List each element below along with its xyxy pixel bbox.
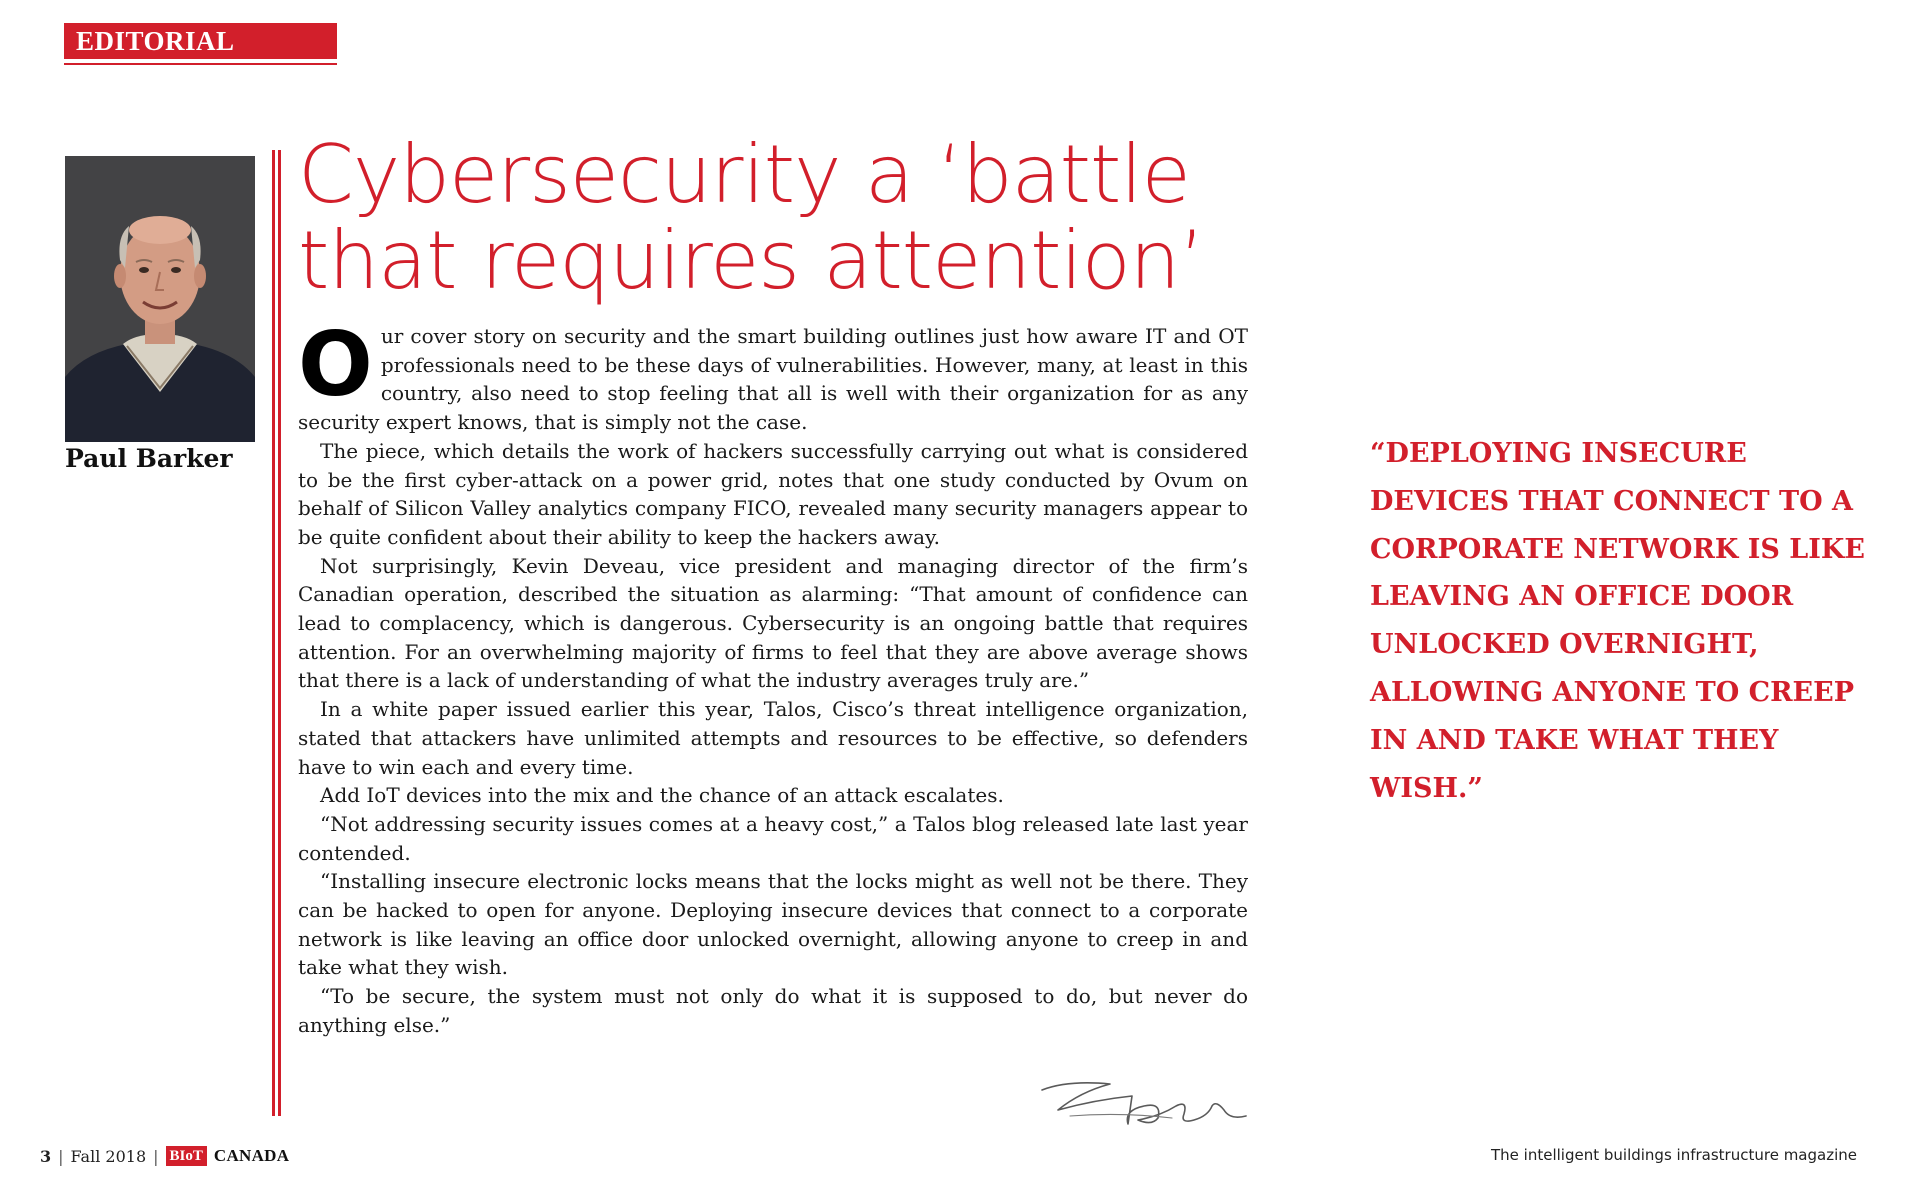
author-portrait-image xyxy=(65,156,255,442)
section-label: EDITORIAL xyxy=(64,23,337,59)
headline-line-1: Cybersecurity a ‘battle xyxy=(298,128,1190,221)
section-underline xyxy=(64,63,337,65)
pull-quote: “DEPLOYING INSECURE DEVICES THAT CONNECT TO A CORPORATE NETWORK IS LIKE LEAVING AN OFFICE DOOR UNLOCKED OVERNIGHT, ALLOWING ANYONE TO CREEP IN AND TAKE WHAT THEY WISH.” xyxy=(1370,438,1865,804)
drop-cap: O xyxy=(298,313,373,416)
page-number: 3 xyxy=(40,1146,52,1166)
magazine-tagline: The intelligent buildings infrastructure magazine xyxy=(1491,1146,1857,1164)
paragraph-6: “Not addressing security issues comes at a heavy cost,” a Talos blog released late last year contended. xyxy=(298,811,1248,865)
headline-line-2: that requires attention’ xyxy=(298,214,1204,307)
article-body xyxy=(298,313,1248,1040)
signature-image xyxy=(1040,1066,1250,1132)
footer-separator: | xyxy=(58,1146,64,1166)
paragraph-3: Not surprisingly, Kevin Deveau, vice president and managing director of the firm’s Canadian operation, described the situation as alarming: “That amount of confidence can lead to complacency, which is dangerous. Cybersecurity is an ongoing battle that requires attention. For an overwhelming majority of firms to feel that they are above average shows that there is a lack of understanding of what the industry averages truly are.” xyxy=(298,553,1248,693)
column-rule-right xyxy=(278,150,281,1116)
paragraph-4: In a white paper issued earlier this year, Talos, Cisco’s threat intelligence organization, stated that attackers have unlimited attempts and resources to be effective, so defenders have to win each and every time. xyxy=(298,697,1248,779)
column-rule-left xyxy=(272,150,275,1116)
author-photo xyxy=(65,156,255,442)
paragraph-8: “To be secure, the system must not only do what it is supposed to do, but never do anything else.” xyxy=(298,984,1248,1037)
footer-separator: | xyxy=(153,1146,159,1166)
headline xyxy=(298,128,1258,307)
paragraph-5: Add IoT devices into the mix and the chance of an attack escalates. xyxy=(320,783,1004,808)
paragraph-2: The piece, which details the work of hackers successfully carrying out what is considered to be the first cyber-attack on a power grid, notes that one study conducted by Ovum on behalf of Silicon Valley analytics company FICO, revealed many security managers appear to be quite confident about their ability to keep the hackers away. xyxy=(298,438,1248,549)
paragraph-1-text: ur cover story on security and the smart building outlines just how aware IT and OT professionals need to be these days of vulnerabilities. However, many, at least in this country, also need to stop feeling that all is well with their organization for as any security expert knows, that is simply not the case. xyxy=(298,324,1248,435)
author-name: Paul Barker xyxy=(65,444,233,473)
brand-name: CANADA xyxy=(213,1146,290,1165)
paragraph-7: “Installing insecure electronic locks means that the locks might as well not be there. They can be hacked to open for anyone. Deploying insecure devices that connect to a corporate network is like leaving an office door unlocked overnight, allowing anyone to creep in and take what they wish. xyxy=(298,869,1248,980)
issue-label: Fall 2018 xyxy=(70,1146,147,1166)
footer-left xyxy=(40,1146,289,1166)
paragraph-1 xyxy=(298,313,1248,437)
brand-logo: BIoT xyxy=(166,1146,207,1166)
